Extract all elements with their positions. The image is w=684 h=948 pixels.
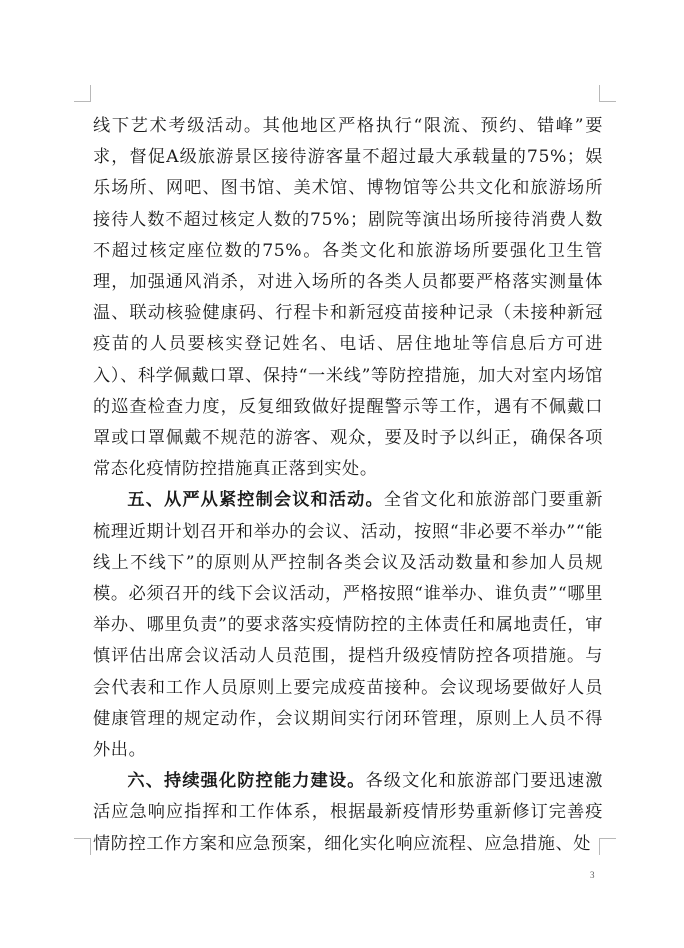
crop-mark-top-left <box>74 85 91 102</box>
paragraph-section-six <box>93 766 603 860</box>
page-number: 3 <box>590 870 595 880</box>
document-body <box>93 111 603 860</box>
paragraph-text: 各级文化和旅游部门要迅速激活应急响应指挥和工作体系，根据最新疫情形势重新修订完善疫情防控工作方案和应急预案，细化实化响应流程、应急措施、处 <box>93 771 603 854</box>
crop-mark-bottom-left <box>74 838 91 855</box>
section-heading: 五、从严从紧控制会议和活动。 <box>127 490 384 511</box>
paragraph-section-five <box>93 485 603 766</box>
paragraph-text: 线下艺术考级活动。其他地区严格执行“限流、预约、错峰”要求，督促A级旅游景区接待游客量不超过最大承载量的75%；娱乐场所、网吧、图书馆、美术馆、博物馆等公共文化和旅游场所接待人数不超过核定人数的75%；剧院等演出场所接待消费人数不超过核定座位数的75%。各类文化和旅游场所要强化卫生管理，加强通风消杀，对进入场所的各类人员都要严格落实测量体温、联动核验健康码、行程卡和新冠疫苗接种记录（未接种新冠疫苗的人员要核实登记姓名、电话、居住地址等信息后方可进入）、科学佩戴口罩、保持“一米线”等防控措施，加大对室内场馆的巡查检查力度，反复细致做好提醒警示等工作，遇有不佩戴口罩或口罩佩戴不规范的游客、观众，要及时予以纠正，确保各项常态化疫情防控措施真正落到实处。 <box>93 116 603 480</box>
crop-mark-top-right <box>599 85 616 102</box>
paragraph-continuation <box>93 111 603 485</box>
section-heading: 六、持续强化防控能力建设。 <box>127 771 366 792</box>
paragraph-text: 全省文化和旅游部门要重新梳理近期计划召开和举办的会议、活动，按照“非必要不举办”“能线上不线下”的原则从严控制各类会议及活动数量和参加人员规模。必须召开的线下会议活动，严格按照“谁举办、谁负责”“哪里举办、哪里负责”的要求落实疫情防控的主体责任和属地责任，审慎评估出席会议活动人员范围，提档升级疫情防控各项措施。与会代表和工作人员原则上要完成疫苗接种。会议现场要做好人员健康管理的规定动作，会议期间实行闭环管理，原则上人员不得外出。 <box>93 490 604 761</box>
